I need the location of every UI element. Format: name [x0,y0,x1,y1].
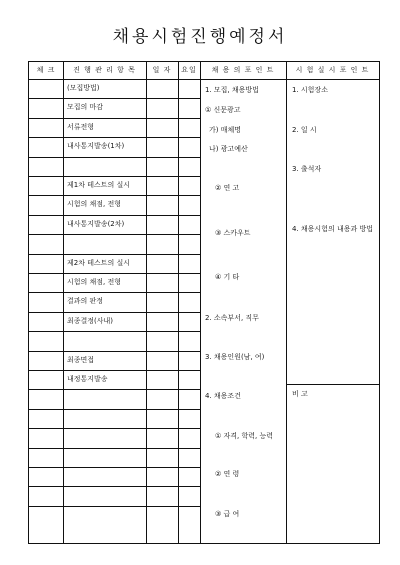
recruit-point-1: 1. 모집, 채용방법 [205,86,259,94]
header-progress-items: 진 행 관 리 항 목 [73,66,136,74]
header-exam-points: 시 험 실 시 포 인 트 [295,66,370,74]
column-divider [286,62,287,543]
header-check: 체 크 [36,66,56,74]
progress-item: (모집방법) [67,84,100,92]
recruit-point-4b: ② 연 령 [215,470,240,478]
header-date: 일 자 [152,66,172,74]
recruit-point-1a2: 나) 광고예산 [209,145,248,153]
recruit-point-1b: ② 연 고 [215,184,240,192]
row-divider [29,370,200,371]
remarks-divider [286,384,379,385]
progress-item: 모집의 마감 [67,103,104,112]
row-divider [29,176,200,177]
document-title: 채용시험진행예정서 [112,27,288,47]
row-divider [29,273,200,274]
row-divider [29,351,200,352]
progress-item: 시험의 채점, 전형 [67,278,122,286]
header-day: 요일 [181,66,197,74]
row-divider [29,215,200,216]
row-divider [29,312,200,313]
row-divider [29,98,200,99]
header-recruit-points: 채 용 의 포 인 트 [211,66,275,74]
recruit-point-3: 3. 채용인원(남, 여) [205,353,265,361]
progress-item: 내사통지발송(1차) [67,142,125,151]
progress-item: 내정통지발송 [67,375,108,383]
row-divider [29,118,200,119]
row-divider [29,389,200,390]
exam-point-4: 4. 채용시험의 내용과 방법 [292,225,373,233]
row-divider [29,137,200,138]
progress-item: 시험의 채점, 전형 [67,200,122,209]
schedule-table [28,61,380,544]
row-divider [29,157,200,158]
row-divider [29,467,200,468]
header-divider [29,79,379,80]
progress-item: 서류전형 [67,122,95,131]
recruit-point-4a: ① 자격, 학력, 능력 [215,432,273,440]
recruit-point-1a1: 가) 매체명 [209,126,242,134]
progress-item: 제2차 테스트의 실시 [67,258,130,267]
recruit-point-4: 4. 채용조건 [205,392,241,400]
row-divider [29,292,200,293]
progress-item: 최종결정(사내) [67,316,114,325]
exam-point-2: 2. 일 시 [292,126,317,134]
row-divider [29,486,200,487]
progress-item: 제1차 테스트의 실시 [67,181,130,189]
row-divider [29,428,200,429]
recruit-point-1d: ④ 기 타 [215,273,240,281]
row-divider [29,448,200,449]
column-divider [178,62,179,543]
progress-item: 결과의 판정 [67,297,104,306]
column-divider [63,62,64,543]
row-divider [29,234,200,235]
exam-point-3: 3. 출석자 [292,165,322,173]
exam-point-1: 1. 시험장소 [292,86,328,94]
recruit-point-1c: ③ 스카우트 [215,229,251,237]
column-divider [200,62,201,543]
remarks-label: 비 고 [292,390,308,398]
recruit-point-4c: ③ 급 여 [215,510,240,518]
progress-item: 내사통지발송(2차) [67,219,125,228]
progress-item: 최종면접 [67,355,95,364]
recruit-point-2: 2. 소속부서, 직무 [205,314,259,322]
row-divider [29,254,200,255]
recruit-point-1a: ① 신문광고 [205,106,241,114]
column-divider [146,62,147,543]
row-divider [29,506,200,507]
row-divider [29,331,200,332]
row-divider [29,409,200,410]
row-divider [29,195,200,196]
